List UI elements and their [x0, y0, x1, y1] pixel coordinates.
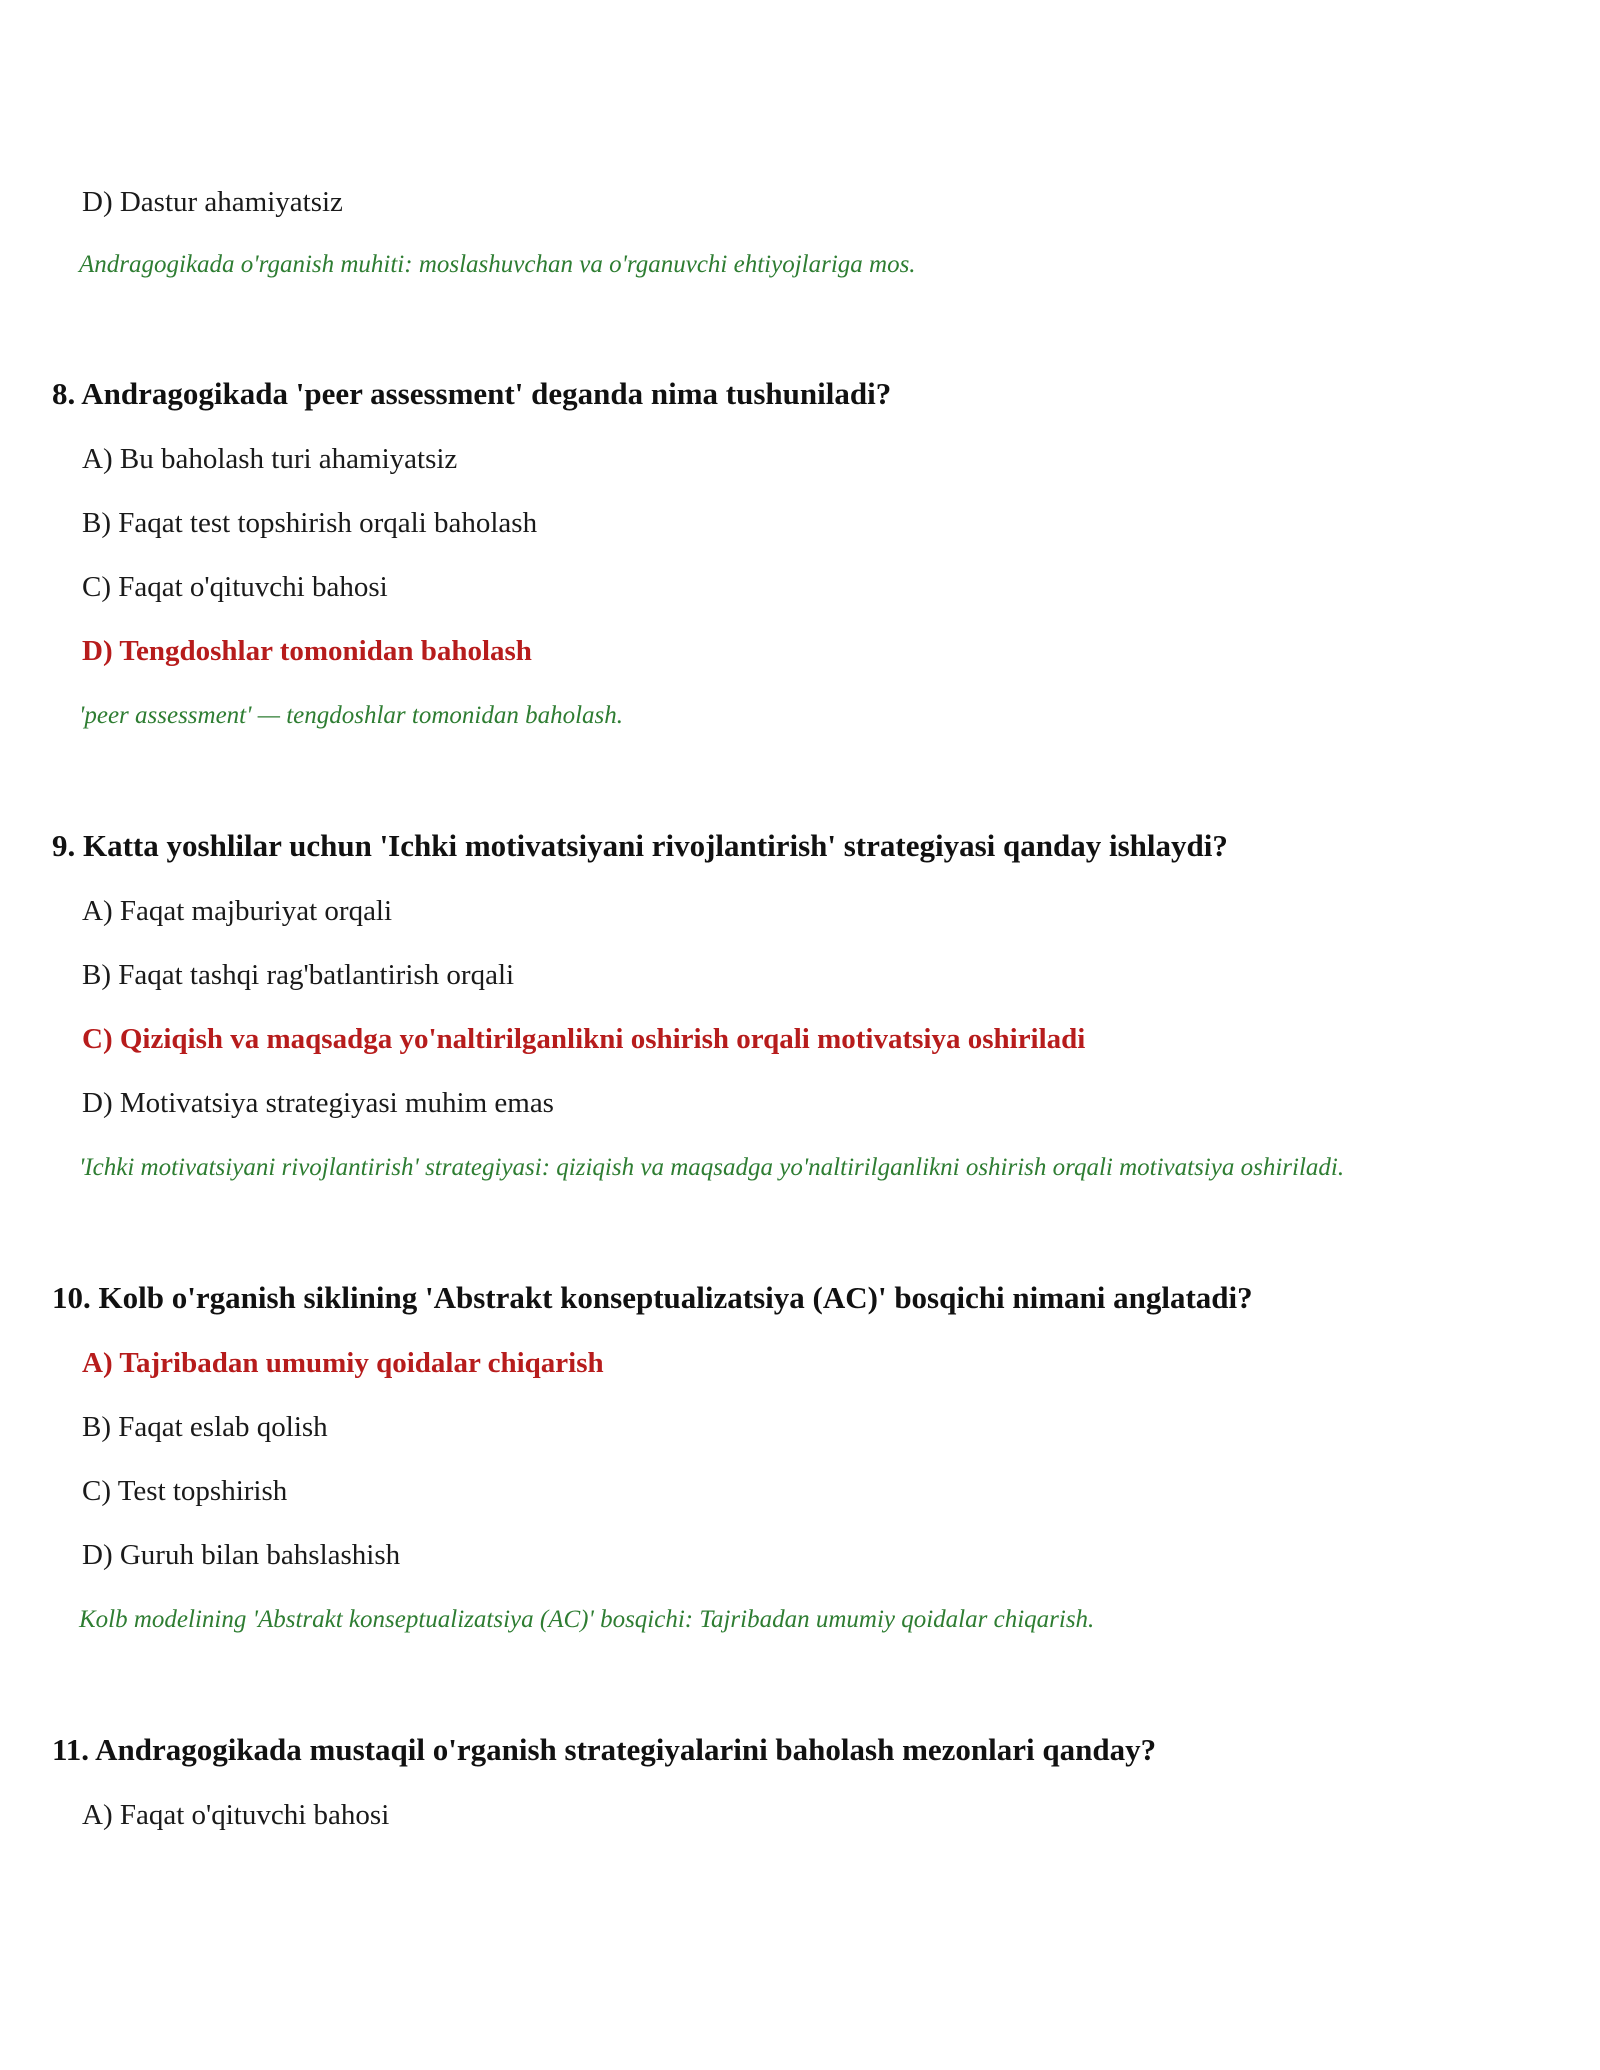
option-c-correct: C) Qiziqish va maqsadga yo'naltirilganlikni oshirish orqali motivatsiya oshiriladi	[82, 1023, 1086, 1055]
option-a: A) Bu baholash turi ahamiyatsiz	[82, 443, 458, 475]
option-d: D) Motivatsiya strategiyasi muhim emas	[82, 1087, 554, 1119]
explanation-note: Kolb modelining 'Abstrakt konseptualizatsiya (AC)' bosqichi: Tajribadan umumiy qoidalar chiqarish.	[79, 1606, 1095, 1633]
option-c: C) Faqat o'qituvchi bahosi	[82, 571, 388, 603]
question-9-title: 9. Katta yoshlilar uchun 'Ichki motivatsiyani rivojlantirish' strategiyasi qanday ishlaydi?	[52, 828, 1228, 863]
explanation-note: 'peer assessment' — tengdoshlar tomonidan baholash.	[79, 702, 624, 729]
question-8-title: 8. Andragogikada 'peer assessment' deganda nima tushuniladi?	[52, 376, 892, 411]
question-11-title: 11. Andragogikada mustaqil o'rganish strategiyalarini baholash mezonlari qanday?	[52, 1732, 1157, 1767]
option-b: B) Faqat tashqi rag'batlantirish orqali	[82, 959, 515, 991]
option-c: C) Test topshirish	[82, 1475, 288, 1507]
option-d-correct: D) Tengdoshlar tomonidan baholash	[82, 635, 532, 667]
explanation-note: Andragogikada o'rganish muhiti: moslashuvchan va o'rganuvchi ehtiyojlariga mos.	[79, 251, 916, 278]
explanation-note: 'Ichki motivatsiyani rivojlantirish' strategiyasi: qiziqish va maqsadga yo'naltirilganlikni oshirish orqali motivatsiya oshiriladi.	[79, 1154, 1345, 1181]
question-10-title: 10. Kolb o'rganish siklining 'Abstrakt konseptualizatsiya (AC)' bosqichi nimani anglatadi?	[52, 1280, 1253, 1315]
option-a: A) Faqat o'qituvchi bahosi	[82, 1799, 390, 1831]
option-a-correct: A) Tajribadan umumiy qoidalar chiqarish	[82, 1347, 604, 1379]
option-d: D) Dastur ahamiyatsiz	[82, 186, 343, 218]
option-b: B) Faqat eslab qolish	[82, 1411, 328, 1443]
option-a: A) Faqat majburiyat orqali	[82, 895, 393, 927]
option-b: B) Faqat test topshirish orqali baholash	[82, 507, 538, 539]
option-d: D) Guruh bilan bahslashish	[82, 1539, 401, 1571]
